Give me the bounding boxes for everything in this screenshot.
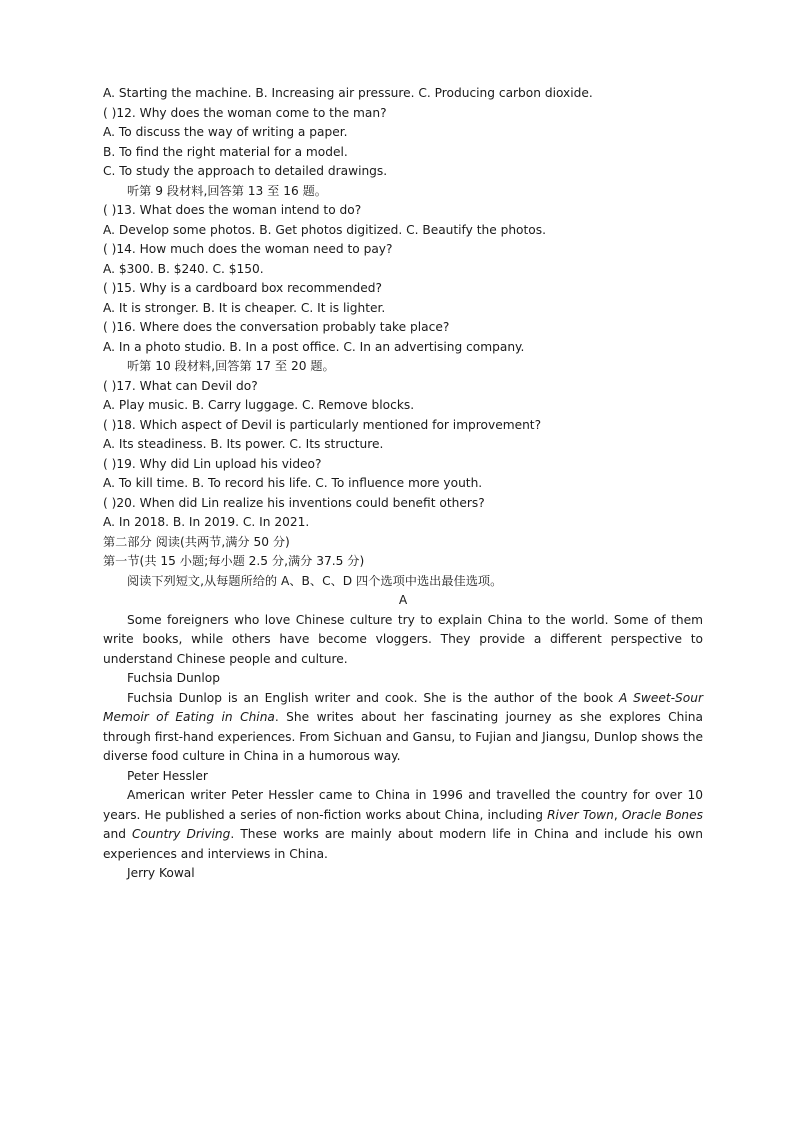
q15-stem: ( )15. Why is a cardboard box recommended? (103, 281, 382, 295)
q16-stem: ( )16. Where does the conversation probably take place? (103, 320, 450, 334)
person-name-kowal: Jerry Kowal (127, 866, 195, 880)
book-title-country-driving: Country Driving (132, 827, 231, 841)
q16-options: A. In a photo studio. B. In a post office. C. In an advertising company. (103, 339, 525, 354)
material-10-instruction: 听第 10 段材料,回答第 17 至 20 题。 (127, 359, 335, 373)
q12-option-a: A. To discuss the way of writing a paper. (103, 125, 348, 139)
passage-label: A (398, 593, 408, 607)
q12-option-c: C. To study the approach to detailed drawings. (103, 164, 388, 178)
intro-paragraph: Some foreigners who love Chinese culture try to explain China to the world. Some of them write books, while others have become vloggers. They provide a different perspective to understand Chinese people and culture. (103, 612, 703, 666)
exam-page (103, 84, 703, 884)
dunlop-text-b: . She writes about her fascinating journey as she explores China through first-hand experiences. From Sichuan and Gansu, to Fujian and Jiangsu, Dunlop shows the diverse food culture in China in a humorous way. (103, 710, 703, 763)
q20-options: A. In 2018. B. In 2019. C. In 2021. (103, 515, 310, 529)
q13-stem: ( )13. What does the woman intend to do? (103, 203, 362, 217)
q17-options: A. Play music. B. Carry luggage. C. Remove blocks. (103, 398, 415, 412)
q13-options: A. Develop some photos. B. Get photos digitized. C. Beautify the photos. (103, 222, 546, 237)
section-title: 第一节(共 15 小题;每小题 2.5 分,满分 37.5 分) (103, 554, 365, 568)
q20-stem: ( )20. When did Lin realize his inventions could benefit others? (103, 495, 485, 510)
q12-option-b: B. To find the right material for a model. (103, 144, 348, 159)
person-name-hessler: Peter Hessler (127, 768, 208, 783)
q17-stem: ( )17. What can Devil do? (103, 378, 258, 393)
q14-options: A. $300. B. $240. C. $150. (103, 261, 264, 276)
hessler-text-a: American writer Peter Hessler came to China in 1996 and travelled the country for over 10 years. He published a series of non-fiction works about China, including (103, 788, 703, 822)
part-title: 第二部分 阅读(共两节,满分 50 分) (103, 534, 290, 549)
book-title-oracle-bones: Oracle Bones (621, 807, 703, 822)
q18-stem: ( )18. Which aspect of Devil is particularly mentioned for improvement? (103, 417, 542, 432)
q14-stem: ( )14. How much does the woman need to pay? (103, 242, 393, 256)
book-title-river-town: River Town (547, 807, 614, 822)
dunlop-text-a: Fuchsia Dunlop is an English writer and cook. She is the author of the book (127, 690, 619, 705)
material-9-instruction: 听第 9 段材料,回答第 13 至 16 题。 (127, 183, 327, 198)
hessler-text-b: . These works are mainly about modern life in China and include his own experiences and interviews in China. (103, 827, 703, 861)
hessler-paragraph (103, 786, 703, 864)
q18-options: A. Its steadiness. B. Its power. C. Its structure. (103, 437, 384, 451)
q12-stem: ( )12. Why does the woman come to the man? (103, 105, 387, 120)
dunlop-paragraph (103, 689, 703, 767)
q19-stem: ( )19. Why did Lin upload his video? (103, 456, 322, 471)
book-title-sweet-sour: A Sweet-Sour Memoir of Eating in China (103, 690, 703, 724)
q19-options: A. To kill time. B. To record his life. C. To influence more youth. (103, 476, 483, 490)
reading-instruction: 阅读下列短文,从每题所给的 A、B、C、D 四个选项中选出最佳选项。 (127, 573, 503, 588)
person-name-dunlop: Fuchsia Dunlop (127, 671, 220, 685)
q11-options: A. Starting the machine. B. Increasing air pressure. C. Producing carbon dioxide. (103, 86, 593, 100)
hessler-sep-1: , (613, 807, 622, 822)
hessler-sep-2: and (103, 827, 133, 841)
q15-options: A. It is stronger. B. It is cheaper. C. It is lighter. (103, 300, 386, 315)
